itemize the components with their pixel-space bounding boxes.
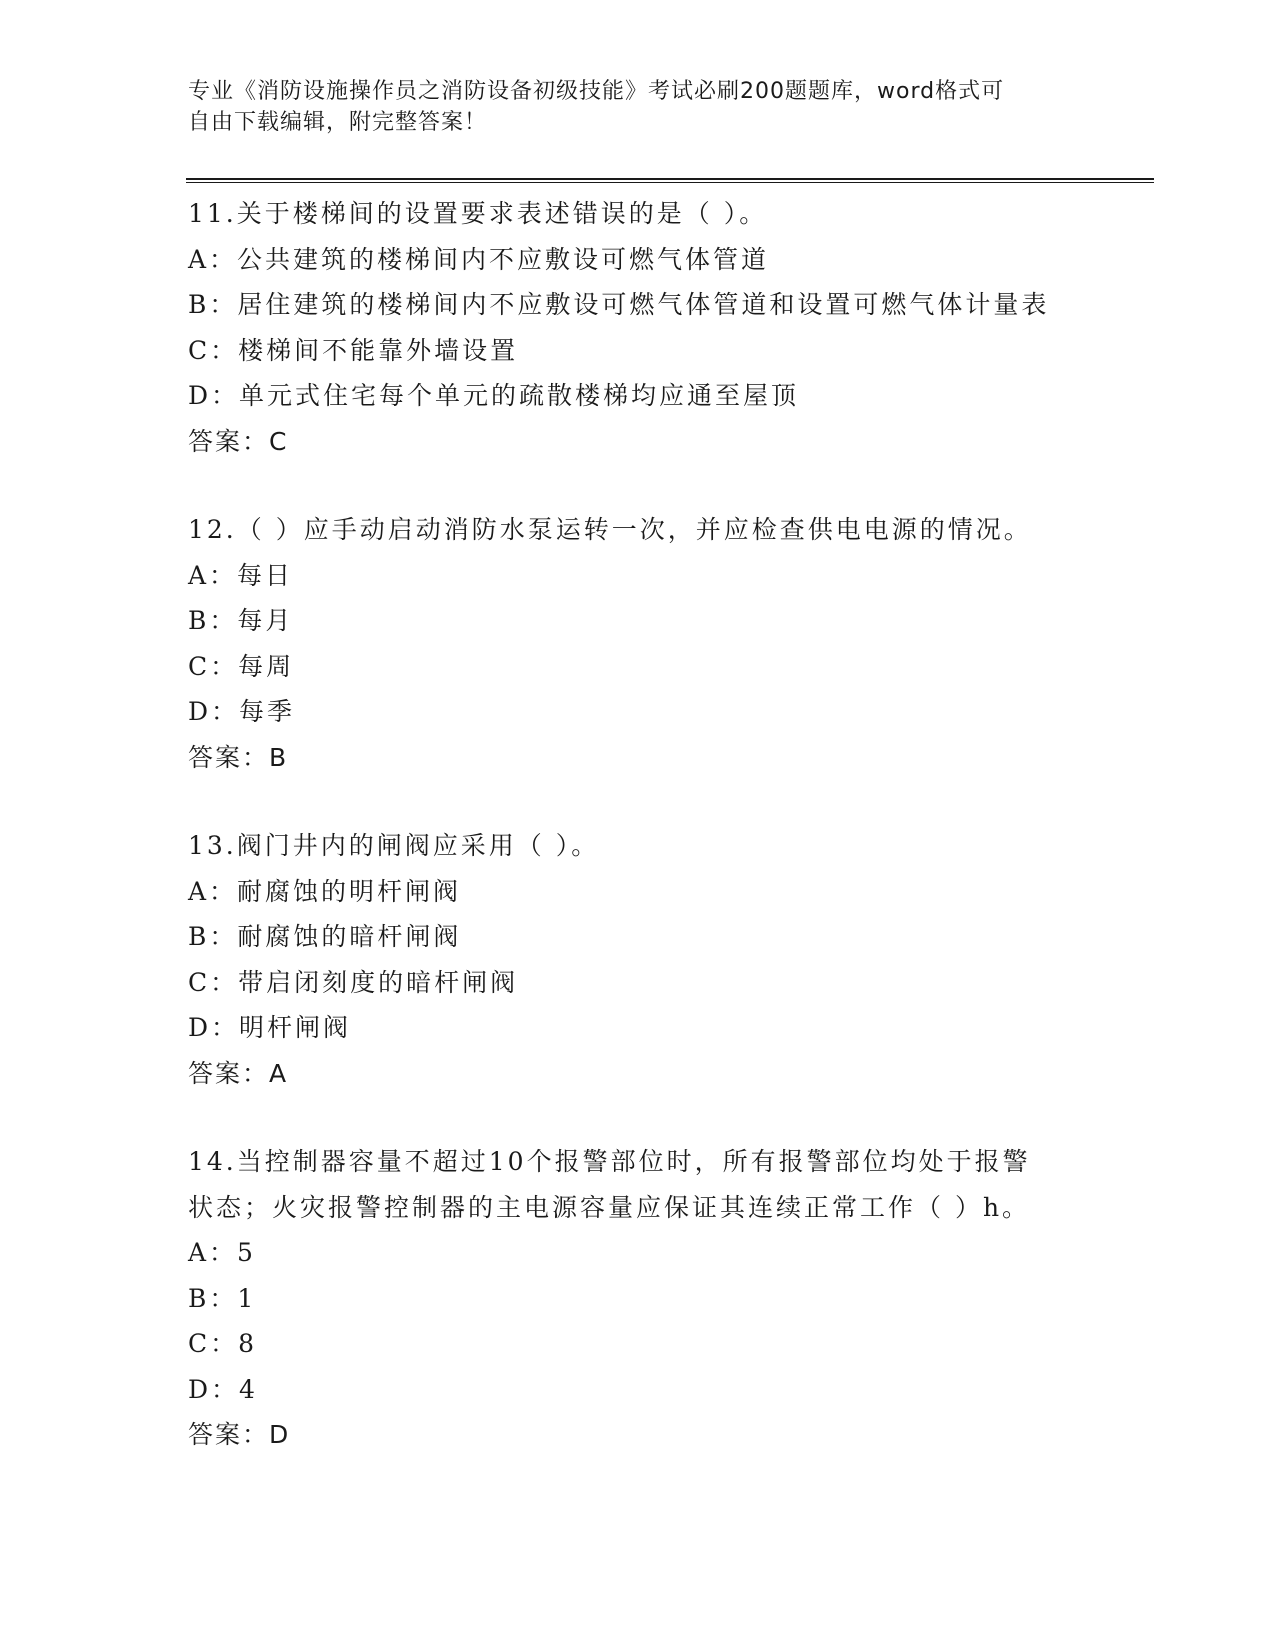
option-c: C：带启闭刻度的暗杆闸阀 bbox=[188, 967, 519, 997]
question-stem-line-2: 状态；火灾报警控制器的主电源容量应保证其连续正常工作（ ）h。 bbox=[188, 1192, 1031, 1222]
question-stem: 12.（ ）应手动启动消防水泵运转一次，并应检查供电电源的情况。 bbox=[188, 515, 1032, 544]
header-divider-thin bbox=[186, 182, 1154, 183]
option-c: C：每周 bbox=[188, 651, 295, 681]
option-a: A：耐腐蚀的明杆闸阀 bbox=[188, 876, 462, 906]
option-b: B：耐腐蚀的暗杆闸阀 bbox=[188, 922, 462, 951]
question-stem: 11.关于楼梯间的设置要求表述错误的是（ ）。 bbox=[188, 199, 768, 228]
option-a: A：每日 bbox=[188, 560, 294, 590]
option-b: B：1 bbox=[188, 1283, 257, 1313]
option-d: D：单元式住宅每个单元的疏散楼梯均应通至屋顶 bbox=[188, 381, 800, 410]
option-a: A：公共建筑的楼梯间内不应敷设可燃气体管道 bbox=[188, 244, 770, 274]
answer-label: 答案：C bbox=[188, 426, 289, 456]
question-11 bbox=[188, 191, 1088, 464]
answer-label: 答案：D bbox=[188, 1420, 291, 1449]
question-13 bbox=[188, 823, 1088, 1096]
header-line-1: 专业《消防设施操作员之消防设备初级技能》考试必刷200题题库，word格式可 bbox=[188, 79, 1005, 104]
option-d: D：4 bbox=[188, 1374, 258, 1404]
header-line-2: 自由下载编辑，附完整答案！ bbox=[188, 110, 488, 135]
question-stem: 13.阀门井内的闸阀应采用（ ）。 bbox=[188, 831, 600, 860]
question-12 bbox=[188, 507, 1088, 780]
option-c: C：8 bbox=[188, 1329, 258, 1358]
question-stem-line-1: 14.当控制器容量不超过10个报警部位时，所有报警部位均处于报警 bbox=[188, 1147, 1031, 1176]
option-c: C：楼梯间不能靠外墙设置 bbox=[188, 335, 519, 365]
answer-label: 答案：B bbox=[188, 742, 289, 772]
question-14 bbox=[188, 1139, 1088, 1458]
option-b: B：每月 bbox=[188, 606, 294, 635]
option-d: D：明杆闸阀 bbox=[188, 1013, 352, 1042]
option-d: D：每季 bbox=[188, 697, 296, 726]
answer-label: 答案：A bbox=[188, 1058, 289, 1088]
option-b: B：居住建筑的楼梯间内不应敷设可燃气体管道和设置可燃气体计量表 bbox=[188, 290, 1050, 319]
option-a: A：5 bbox=[188, 1238, 256, 1267]
document-header bbox=[188, 76, 1068, 138]
header-divider-thick bbox=[186, 178, 1154, 180]
